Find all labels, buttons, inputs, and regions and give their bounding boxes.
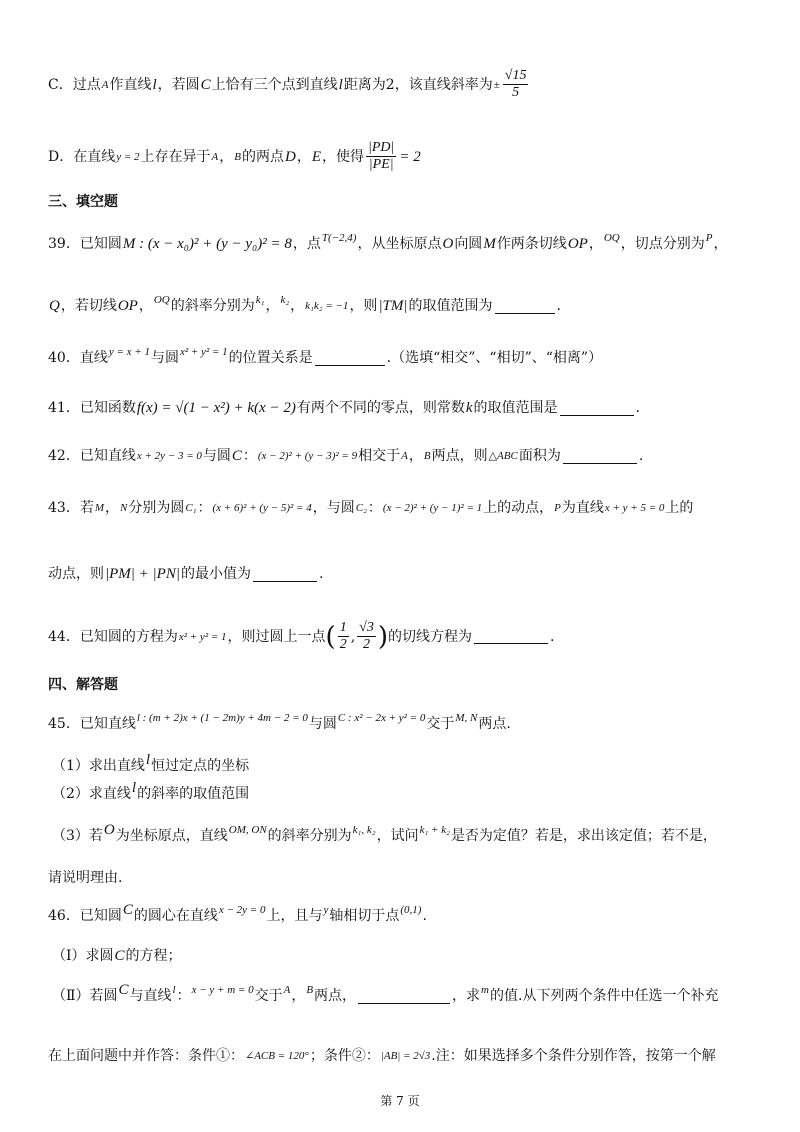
text: 41．已知函数 [48,400,136,416]
question-42 [48,446,760,466]
math-eq: M : (x − x₀)² + (y − y₀)² = 8 [122,236,292,252]
text: ，与圆 [312,500,355,516]
fraction-denominator: 5 [512,85,520,100]
text: ，若切线 [60,298,117,314]
answer-blank[interactable] [253,567,317,582]
math-var: M [483,236,496,252]
question-45-part-3 [52,822,760,846]
text: 的最小值为 [180,566,251,582]
question-41 [48,398,760,418]
section-heading: 三、填空题 [48,194,118,210]
text: ，点 [292,236,321,252]
math-var: OP [117,298,138,314]
text: .注：如果选择多个条件分别作答，按第一个解 [431,1048,716,1064]
math-eq: x² + y² = 1 [178,630,227,643]
question-45-cont: 请说明理由. [48,870,123,886]
option-c [48,68,760,101]
math-var: m [481,984,489,996]
text: ，切点分别为 [620,236,705,252]
answer-blank[interactable] [563,449,637,464]
paren-left: ( [325,621,336,652]
text: （Ⅱ）若圆 [52,988,118,1004]
math-point: B [423,450,431,462]
text: （3）若 [52,828,103,844]
fraction [503,68,529,101]
text: 与圆 [150,350,179,366]
option-d [48,140,760,173]
text: 面积为 [518,448,561,464]
fraction-denominator: 2 [339,637,347,652]
math-var: OP [567,236,588,252]
fraction-numerator: |PD| [368,140,395,155]
math-eq: l : (m + 2)x + (1 − 2m)y + 4m − 2 = 0 [136,712,308,724]
text: ，则 [349,298,378,314]
text: 的取值范围为 [408,298,493,314]
text: . [635,400,640,416]
text: ， [713,236,728,252]
math-eq: k₁k₂ = −1 [305,300,349,312]
text: D．在直线 [48,148,116,165]
math-eq: |TM| [378,298,408,314]
question-46 [48,902,760,926]
question-40 [48,348,760,368]
text: 动点，则 [48,566,104,582]
math-eq: (x + 6)² + (y − 5)² = 4 [212,502,312,514]
text: 作两条切线 [496,236,567,252]
text: ，从坐标原点 [357,236,442,252]
math-var: k₁, k₂ [352,824,376,836]
text: 的切线方程为 [388,628,472,645]
math-var: C [118,982,129,998]
text: ，若圆 [157,76,200,93]
text: 的位置关系是 [228,350,313,366]
math-eq: x − 2y = 0 [218,904,266,916]
text: 轴相切于点 [329,908,400,924]
text: （2）求直线 [52,786,131,802]
math-var: C [122,902,133,918]
text: 距离为2，该直线斜率为 [343,76,493,93]
text: ， [265,298,280,314]
math-eq: (x − 2)² + (y − 3)² = 9 [257,450,358,462]
page-number: 第 7 页 [380,1094,420,1108]
math-eq: |PM| + |PN| [105,566,180,582]
text: 作直线 [109,76,152,93]
math-point: B [306,984,314,996]
text: 45．已知直线 [48,716,136,732]
text: 上的 [665,500,694,516]
text: 的圆心在直线 [133,908,218,924]
math-eq: x² + y² = 1 [179,346,228,358]
math-var: P [705,232,713,244]
math-var: M, N [455,712,478,724]
text: 交于 [254,988,283,1004]
math-eq: y = 2 [116,150,140,163]
text: 的取值范围是 [473,400,558,416]
text: .（选填“相交”、“相切”、“相离”） [386,350,603,366]
text: ： [367,500,382,516]
text: . [550,628,555,645]
text: ，则过圆上一点 [227,628,326,645]
answer-blank[interactable] [474,629,548,644]
question-46-part-1 [52,946,760,966]
question-39 [48,234,760,254]
text: ，试问 [376,828,419,844]
comma: , [350,628,356,645]
text: 两点. [478,716,511,732]
text: . [318,566,324,582]
math-point: T(−2,4) [321,232,357,244]
text: ， [290,298,305,314]
text: ， [105,500,119,516]
text: 分别为圆 [128,500,185,516]
math-eq: |AB| = 2√3 [380,1050,431,1062]
text: 交于 [426,716,455,732]
text: 的斜率分别为 [267,828,352,844]
text: 的两点 [242,148,285,165]
text: ， [296,148,311,165]
text: 上，且与 [266,908,323,924]
math-eq: f(x) = √(1 − x²) + k(x − 2) [136,400,296,416]
math-var: y [323,904,329,916]
question-44 [48,620,760,653]
condition-blank[interactable] [358,989,450,1004]
text: ： [176,988,191,1004]
math-var: O [442,236,454,252]
text: （Ⅰ）求圆 [52,948,114,964]
math-eq: △ABC [488,450,518,462]
text: 的斜率的取值范围 [137,786,250,802]
question-45-part-2 [52,780,760,804]
paren-right: ) [377,621,388,652]
fraction [366,140,396,173]
answer-blank[interactable] [315,351,385,366]
text: 与圆 [202,448,231,464]
math-eq: k₁ + k₂ [419,824,450,836]
text: 46．已知圆 [48,908,122,924]
math-eq: (x − 2)² + (y − 1)² = 1 [382,502,483,514]
math-var: l [145,752,151,768]
text: 的方程； [125,948,182,964]
text: ， [219,148,234,165]
section-heading: 四、解答题 [48,677,118,693]
text: 有两个不同的零点，则常数 [296,400,465,416]
fraction-numerator: √3 [359,620,374,635]
question-46-cont [48,1046,760,1066]
math-eq: x + y + 5 = 0 [604,502,665,514]
math-var: k₁ [255,294,265,306]
text: ，求 [452,988,481,1004]
question-43-cont [48,564,760,584]
text: 向圆 [454,236,483,252]
text: 是否为定值？若是，求出该定值；若不是， [450,828,717,844]
text: ， [291,988,306,1004]
math-var: l [338,76,343,93]
math-point: B [234,150,242,163]
text: 39．已知圆 [48,236,122,252]
text: 43．若 [48,500,94,516]
text: 上存在异于 [140,148,211,165]
text: 的值.从下列两个条件中任选一个补充 [490,988,719,1004]
math-var: C₂ [355,502,367,514]
math-var: l [131,780,137,796]
math-eq: ∠ACB = 120° [245,1050,309,1062]
math-point: (0,1) [400,904,422,916]
math-var: l [152,76,157,93]
answer-blank[interactable] [560,401,634,416]
fraction [338,620,349,653]
question-43 [48,498,760,518]
text: 42．已知直线 [48,448,136,464]
text: 上恰有三个点到直线 [211,76,338,93]
text: ， [138,298,153,314]
math-var: C₁ [185,502,197,514]
fraction-denominator: 2 [363,637,370,652]
question-39-cont [48,296,760,316]
fraction-numerator: 1 [339,620,347,635]
text: 在上面问题中并作答：条件①： [48,1048,244,1064]
math-point: E [311,148,322,165]
text: ，使得 [322,148,365,165]
text: ， [588,236,603,252]
text: C．过点 [48,76,101,93]
math-eq: = 2 [399,148,421,165]
text: 与圆 [308,716,337,732]
fraction-numerator: √15 [504,68,527,83]
math-var: C [200,76,211,93]
math-var: k₂ [280,294,290,306]
math-var: OQ [603,232,620,244]
math-var: OQ [153,294,170,306]
text: 上的动点， [483,500,554,516]
math-var: k [465,400,473,416]
text: （1）求出直线 [52,758,145,774]
text: ： [242,448,257,464]
text: ， [408,448,423,464]
math-sign: ± [493,78,500,91]
question-46-part-2 [52,982,760,1006]
math-eq: x + 2y − 3 = 0 [136,450,202,462]
text: 44．已知圆的方程为 [48,628,178,645]
math-point: A [283,984,291,996]
math-eq: C : x² − 2x + y² = 0 [337,712,426,724]
text: . [422,908,427,924]
question-45-part-1 [52,752,760,776]
math-var: O [103,822,115,838]
answer-blank[interactable] [495,299,555,314]
text: 两点，则 [431,448,488,464]
text: 40．直线 [48,350,108,366]
text: 恒过定点的坐标 [151,758,250,774]
fraction [357,620,376,653]
text: ；条件②： [309,1048,380,1064]
text: . [556,298,561,314]
math-eq: y = x + 1 [108,346,150,358]
fraction-denominator: |PE| [368,157,394,172]
text: 相交于 [358,448,401,464]
math-point: A [401,450,408,462]
text: 两点， [314,988,357,1004]
text: 为坐标原点，直线 [115,828,228,844]
text: . [638,448,644,464]
math-point: A [211,150,219,163]
math-point: A [101,78,109,91]
math-var: N [120,502,128,514]
question-45 [48,714,760,734]
math-var: l [172,984,176,996]
math-point: D [285,148,296,165]
text: ： [197,500,212,516]
math-eq: x − y + m = 0 [191,984,254,996]
text: 与直线 [129,988,172,1004]
text: 为直线 [561,500,604,516]
math-var: Q [49,298,60,314]
math-var: M [94,502,104,514]
math-var: P [554,502,561,514]
math-var: C [231,448,242,464]
math-var: OM, ON [228,824,267,836]
math-var: C [114,948,125,964]
text: 的斜率分别为 [170,298,255,314]
